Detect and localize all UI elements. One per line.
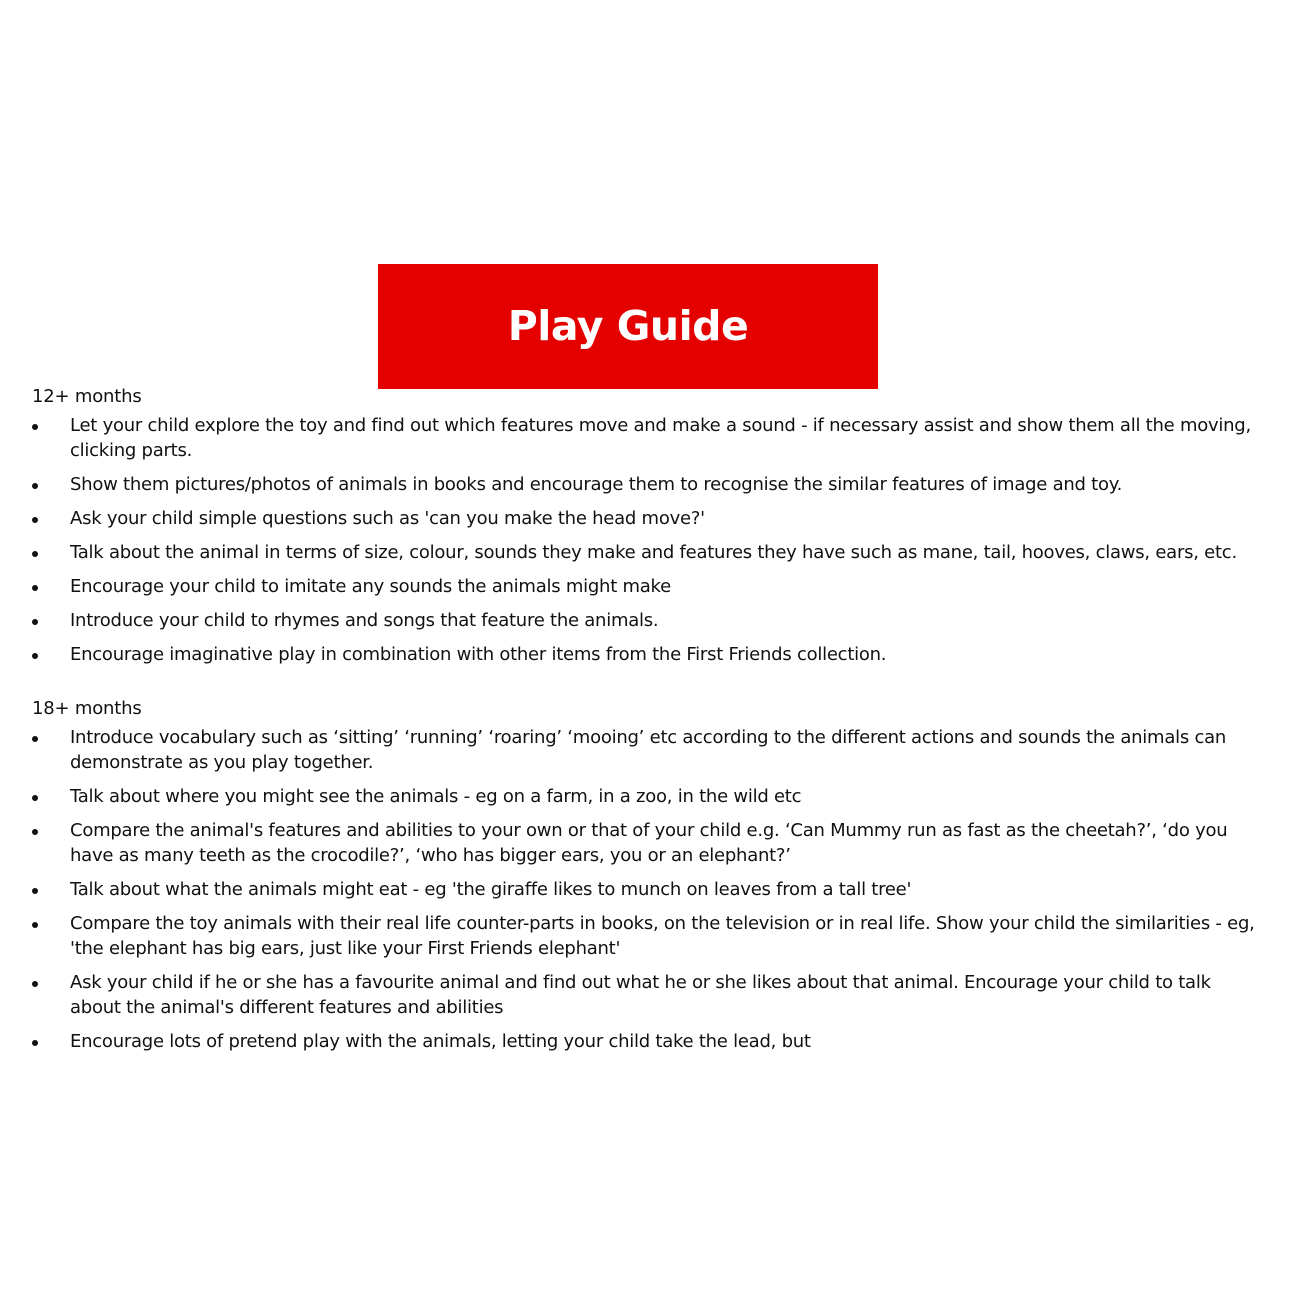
bullet-icon [32, 922, 38, 928]
bullet-icon [32, 829, 38, 835]
bullet-list [32, 725, 1262, 1054]
list-item [32, 818, 1262, 868]
bullet-icon [32, 619, 38, 625]
section-18-months [32, 696, 1262, 1063]
list-item [32, 413, 1262, 463]
bullet-icon [32, 1040, 38, 1046]
bullet-icon [32, 424, 38, 430]
bullet-icon [32, 653, 38, 659]
list-item [32, 877, 1262, 902]
list-item-text: Compare the toy animals with their real life counter-parts in books, on the television or in real life. Show your child the similarities - eg, 'the elephant has big ears, just like your First Friends elephant' [70, 913, 1255, 959]
section-12-months [32, 384, 1262, 676]
list-item-text: Introduce your child to rhymes and songs that feature the animals. [70, 610, 659, 631]
list-item-text: Introduce vocabulary such as ‘sitting’ ‘running’ ‘roaring’ ‘mooing’ etc according to the different actions and sounds the animals can demonstrate as you play together. [70, 727, 1227, 773]
section-heading: 12+ months [32, 386, 142, 407]
list-item-text: Encourage your child to imitate any sounds the animals might make [70, 576, 671, 597]
section-heading: 18+ months [32, 698, 142, 719]
bullet-icon [32, 517, 38, 523]
list-item [32, 970, 1262, 1020]
bullet-icon [32, 585, 38, 591]
bullet-icon [32, 981, 38, 987]
list-item [32, 784, 1262, 809]
list-item-text: Ask your child simple questions such as 'can you make the head move?' [70, 508, 705, 529]
banner-title: Play Guide [507, 301, 749, 350]
list-item [32, 725, 1262, 775]
list-item-text: Encourage imaginative play in combination with other items from the First Friends collection. [70, 644, 887, 665]
list-item [32, 472, 1262, 497]
list-item [32, 506, 1262, 531]
list-item-text: Talk about the animal in terms of size, colour, sounds they make and features they have such as mane, tail, hooves, claws, ears, etc. [70, 542, 1237, 563]
list-item-text: Talk about where you might see the animals - eg on a farm, in a zoo, in the wild etc [70, 786, 802, 807]
list-item-text: Let your child explore the toy and find out which features move and make a sound - if necessary assist and show them all the moving, clicking parts. [70, 415, 1251, 461]
list-item [32, 911, 1262, 961]
list-item-text: Compare the animal's features and abilities to your own or that of your child e.g. ‘Can Mummy run as fast as the cheetah?’, ‘do you have as many teeth as the crocodile?’, ‘who has bigger ears, you or an elephant?’ [70, 820, 1228, 866]
list-item [32, 608, 1262, 633]
bullet-icon [32, 551, 38, 557]
bullet-icon [32, 483, 38, 489]
list-item-text: Encourage lots of pretend play with the animals, letting your child take the lead, but [70, 1031, 811, 1052]
list-item-text: Show them pictures/photos of animals in books and encourage them to recognise the similar features of image and toy. [70, 474, 1123, 495]
bullet-list [32, 413, 1262, 667]
list-item-text: Talk about what the animals might eat - eg 'the giraffe likes to munch on leaves from a tall tree' [70, 879, 912, 900]
list-item [32, 642, 1262, 667]
list-item-text: Ask your child if he or she has a favourite animal and find out what he or she likes about that animal. Encourage your child to talk about the animal's different features and abilities [70, 972, 1211, 1018]
play-guide-banner [378, 264, 878, 389]
list-item [32, 540, 1262, 565]
list-item [32, 574, 1262, 599]
bullet-icon [32, 736, 38, 742]
bullet-icon [32, 795, 38, 801]
list-item [32, 1029, 1262, 1054]
bullet-icon [32, 888, 38, 894]
